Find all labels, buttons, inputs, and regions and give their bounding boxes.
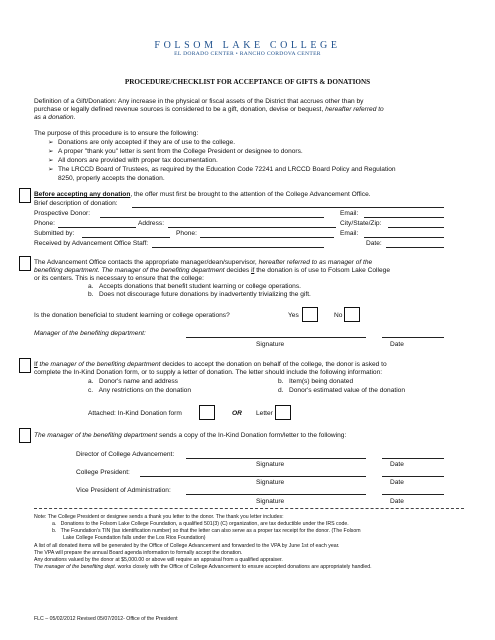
date-caption: Date [390, 461, 404, 468]
centers-line: EL DORADO CENTER • RANCHO CORDOVA CENTER [174, 51, 321, 57]
manager-label: Manager of the benefiting department: [34, 330, 146, 337]
donor-email-label: Email: [340, 210, 359, 217]
section2-line1: The Advancement Office contacts the appropriate manager/dean/supervisor, hereafter referred to as manager of the [34, 259, 373, 266]
section3-item: c. Any restrictions on the donation [88, 387, 192, 394]
purpose-item: ➢ All donors are provided with proper tax documentation. [48, 157, 218, 164]
page-title: PROCEDURE/CHECKLIST FOR ACCEPTANCE OF GIFTS & DONATIONS [124, 78, 371, 86]
arrow-bullet-icon: ➢ [48, 166, 54, 173]
arrow-bullet-icon: ➢ [48, 148, 54, 155]
section3-item: b. Item(s) being donated [278, 378, 354, 385]
donor-city-label: City/State/Zip: [340, 220, 382, 227]
notes-divider [34, 508, 464, 509]
section3-line2: complete the In-Kind Donation form, or to supply a letter of donation. The letter should include the following information: [34, 369, 383, 376]
yes-checkbox[interactable] [302, 307, 318, 322]
date-caption: Date [390, 341, 404, 348]
submitted-by-field[interactable] [82, 237, 170, 238]
submitter-phone-field[interactable] [200, 237, 334, 238]
section1-lead: Before accepting any donation, the offer must first be brought to the attention of the College Advancement Office. [34, 191, 371, 198]
purpose-item-cont: 8250, properly accepts the donation. [58, 175, 165, 182]
letter-label: Letter [256, 410, 273, 417]
submitter-phone-label: Phone: [176, 230, 197, 237]
section4-checkbox[interactable] [19, 428, 31, 443]
vp-administration-label: Vice President of Administration: [76, 487, 171, 494]
definition-line3: as a donation. [34, 114, 76, 121]
section2-checkbox[interactable] [19, 256, 31, 271]
definition-line2: purchase or legally defined revenue sources is considered to be a gift, donation, devise or bequest, hereafter referred to [34, 106, 384, 113]
submitter-email-field[interactable] [364, 237, 444, 238]
purpose-item: ➢ Donations are only accepted if they are of use to the college. [48, 139, 236, 146]
signature-caption: Signature [256, 498, 285, 505]
signature-caption: Signature [256, 341, 285, 348]
section3-item: d. Donor's estimated value of the donation [278, 387, 405, 394]
no-checkbox[interactable] [344, 307, 360, 322]
note-item-b: b. The Foundation's TIN (tax identification number) so that the letter can also serve as a proper tax receipt for the donor. (The Folsom [52, 528, 361, 534]
arrow-bullet-icon: ➢ [48, 139, 54, 146]
note-line: Any donations valued by the donor at $5,000.00 or above will require an appraisal from a qualified appraiser. [34, 557, 283, 563]
received-date-label: Date: [366, 240, 382, 247]
purpose-item: ➢ The LRCCD Board of Trustees, as required by the Education Code 72241 and LRCCD Board Policy and Regulation [48, 166, 396, 173]
purpose-intro: The purpose of this procedure is to ensure the following: [34, 130, 199, 137]
received-by-label: Received by Advancement Office Staff: [34, 240, 149, 247]
donor-city-field[interactable] [388, 227, 444, 228]
footer-revision: FLC – 05/02/2012 Revised 05/07/2012- Office of the President [34, 616, 178, 622]
section3-checkbox[interactable] [19, 358, 31, 373]
donor-phone-label: Phone: [34, 220, 55, 227]
yes-label: Yes [288, 312, 299, 319]
submitter-email-label: Email: [340, 230, 359, 237]
section3-line1: If the manager of the benefiting department decides to accept the donation on behalf of the college, the donor is asked to [34, 361, 387, 368]
inkind-form-checkbox[interactable] [199, 405, 215, 420]
brief-description-field[interactable] [132, 207, 444, 208]
arrow-bullet-icon: ➢ [48, 157, 54, 164]
donor-email-field[interactable] [364, 217, 444, 218]
manager-signature-field[interactable] [186, 337, 366, 338]
signature-caption: Signature [256, 461, 285, 468]
note-line: The manager of the benefiting dept. works closely with the Office of College Advancement to ensure accepted donations are appropriately handled. [34, 564, 372, 570]
college-president-label: College President: [76, 469, 130, 476]
director-signature-field[interactable] [186, 458, 366, 459]
section3-item: a. Donor's name and address [88, 378, 178, 385]
no-label: No [334, 312, 343, 319]
received-by-field[interactable] [152, 247, 324, 248]
donor-phone-field[interactable] [58, 227, 136, 228]
section2-item: a. Accepts donations that benefit student learning or college operations. [88, 283, 301, 290]
manager-date-field[interactable] [382, 337, 444, 338]
president-signature-field[interactable] [140, 476, 366, 477]
note-line: The VPA will prepare the annual Board agenda information to formally accept the donation. [34, 550, 243, 556]
purpose-item: ➢ A proper "thank you" letter is sent from the College President or designee to donors. [48, 148, 303, 155]
vpa-signature-field[interactable] [186, 494, 366, 495]
college-name: FOLSOM LAKE COLLEGE [154, 40, 341, 51]
notes-intro: Note: The College President or designee sends a thank you letter to the donor. The thank you letter includes: [34, 514, 284, 520]
prospective-donor-label: Prospective Donor: [34, 210, 91, 217]
director-date-field[interactable] [382, 458, 444, 459]
beneficial-question: Is the donation beneficial to student learning or college operations? [34, 312, 230, 319]
or-label: OR [232, 410, 242, 417]
signature-caption: Signature [256, 479, 285, 486]
section4-text: The manager of the benefiting department sends a copy of the In-Kind Donation form/letter to the following: [34, 432, 347, 439]
section2-line2: benefiting department. The manager of the benefiting department decides if the donation is of use to Folsom Lake College [34, 267, 390, 274]
section2-line3: or its centers. This is necessary to ensure that the college: [34, 275, 204, 282]
received-date-field[interactable] [386, 247, 444, 248]
donor-address-label: Address: [138, 220, 165, 227]
prospective-donor-field[interactable] [100, 217, 324, 218]
definition-line1: Definition of a Gift/Donation: Any increase in the physical or fiscal assets of the District that accrues other than by [34, 98, 364, 105]
note-line: A list of all donated items will be generated by the Office of College Advancement and forwarded to the VPA by June 1st of each year. [34, 543, 340, 549]
brief-description-label: Brief description of donation: [34, 200, 118, 207]
director-advancement-label: Director of College Advancement: [76, 451, 175, 458]
letter-checkbox[interactable] [275, 405, 291, 420]
submitted-by-label: Submitted by: [34, 230, 75, 237]
attached-label: Attached: In-Kind Donation form [88, 410, 182, 417]
section2-item: b. Does not discourage future donations by inadvertently trivializing the gift. [88, 291, 311, 298]
date-caption: Date [390, 479, 404, 486]
vpa-date-field[interactable] [382, 494, 444, 495]
section1-checkbox[interactable] [19, 188, 31, 203]
president-date-field[interactable] [382, 476, 444, 477]
note-item-b-cont: Lake College Foundation falls under the Los Rios Foundation) [63, 535, 206, 541]
date-caption: Date [390, 498, 404, 505]
donor-address-field[interactable] [168, 227, 336, 228]
note-item-a: a. Donations to the Folsom Lake College Foundation, a qualified 501(3) (C) organization, are tax deductible under the IRS code. [52, 521, 349, 527]
